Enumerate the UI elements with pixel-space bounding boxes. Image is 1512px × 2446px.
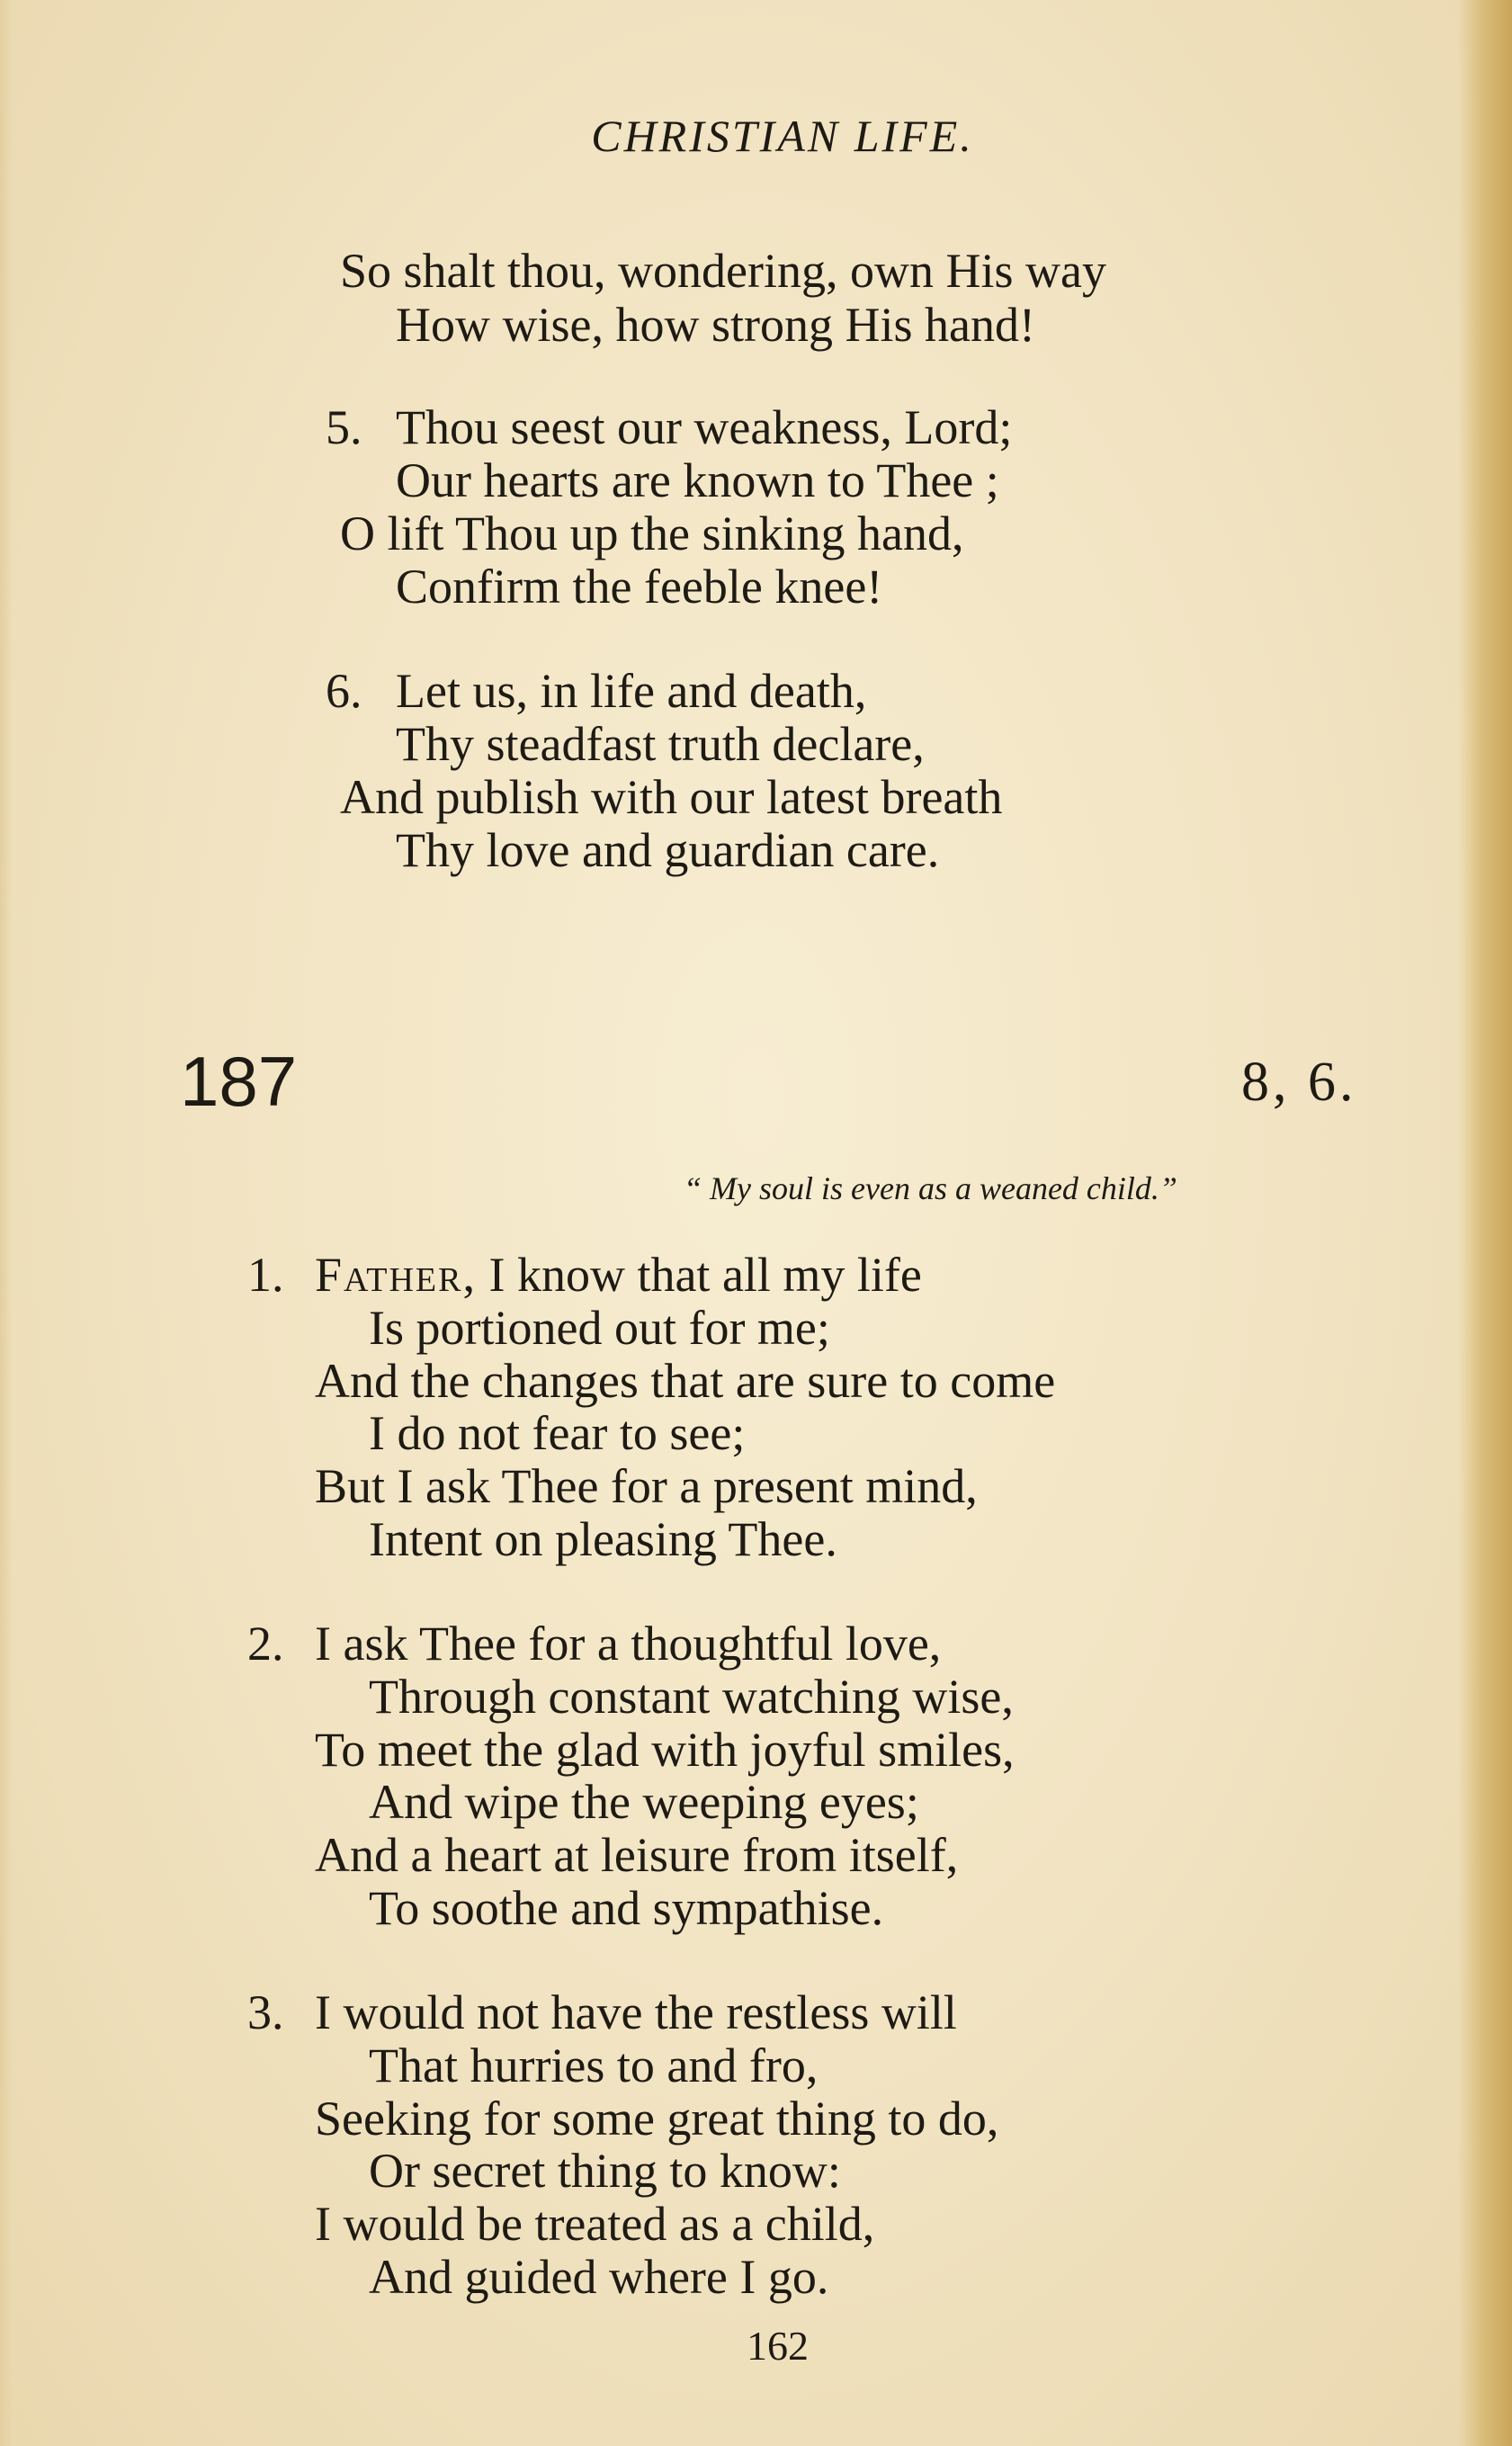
verse-line: Thy steadfast truth declare, <box>396 717 925 771</box>
verse-line: Thy love and guardian care. <box>396 823 940 877</box>
verse-line: That hurries to and fro, <box>369 2038 819 2092</box>
verse-line: And publish with our latest breath <box>340 770 1003 824</box>
verse-line: O lift Thou up the sinking hand, <box>340 506 964 560</box>
hymn-epigraph: “ My soul is even as a weaned child.” <box>684 1170 1177 1206</box>
verse-number: 5. <box>326 400 362 454</box>
hymn-number: 187 <box>180 1042 298 1121</box>
running-head: CHRISTIAN LIFE. <box>591 111 974 161</box>
verse-line: Is portioned out for me; <box>369 1301 830 1355</box>
verse-line: Our hearts are known to Thee ; <box>396 453 999 507</box>
verse-line: I ask Thee for a thoughtful love, <box>315 1617 942 1671</box>
verse-number: 3. <box>247 1985 284 2039</box>
verse-line: To soothe and sympathise. <box>369 1881 884 1935</box>
verse-number: 6. <box>326 664 362 718</box>
verse-line: I know that all my life <box>488 1248 922 1302</box>
verse-line: Through constant watching wise, <box>369 1670 1014 1724</box>
verse-line: How wise, how strong His hand! <box>396 298 1035 352</box>
verse-line: I would not have the restless will <box>315 1985 957 2039</box>
verse-line: To meet the glad with joyful smiles, <box>315 1723 1015 1777</box>
verse-number: 1. <box>247 1248 284 1302</box>
verse-line: Let us, in life and death, <box>396 664 867 718</box>
page-number: 162 <box>747 2323 809 2369</box>
verse-line: Confirm the feeble knee! <box>396 560 883 614</box>
verse-line: And the changes that are sure to come <box>315 1354 1056 1408</box>
verse-line: Thou seest our weakness, Lord; <box>396 400 1013 454</box>
verse-line: And a heart at leisure from itself, <box>315 1828 959 1882</box>
verse-line: Or secret thing to know: <box>369 2144 841 2198</box>
verse-line: Intent on pleasing Thee. <box>369 1512 837 1566</box>
verse-line: And guided where I go. <box>369 2250 829 2304</box>
verse-line: And wipe the weeping eyes; <box>369 1775 919 1829</box>
verse-line: I do not fear to see; <box>369 1406 746 1460</box>
verse-line: I would be treated as a child, <box>315 2197 875 2251</box>
page-gutter-shading <box>0 0 13 2446</box>
verse-first-line <box>315 1248 922 1302</box>
verse-first-word: Father, <box>315 1248 477 1302</box>
page-edge-shading <box>1458 0 1512 2446</box>
verse-number: 2. <box>247 1617 284 1671</box>
hymn-meter: 8, 6. <box>1241 1052 1357 1113</box>
verse-line: So shalt thou, wondering, own His way <box>340 244 1106 298</box>
verse-line: But I ask Thee for a present mind, <box>315 1459 978 1513</box>
verse-line: Seeking for some great thing to do, <box>315 2092 999 2146</box>
